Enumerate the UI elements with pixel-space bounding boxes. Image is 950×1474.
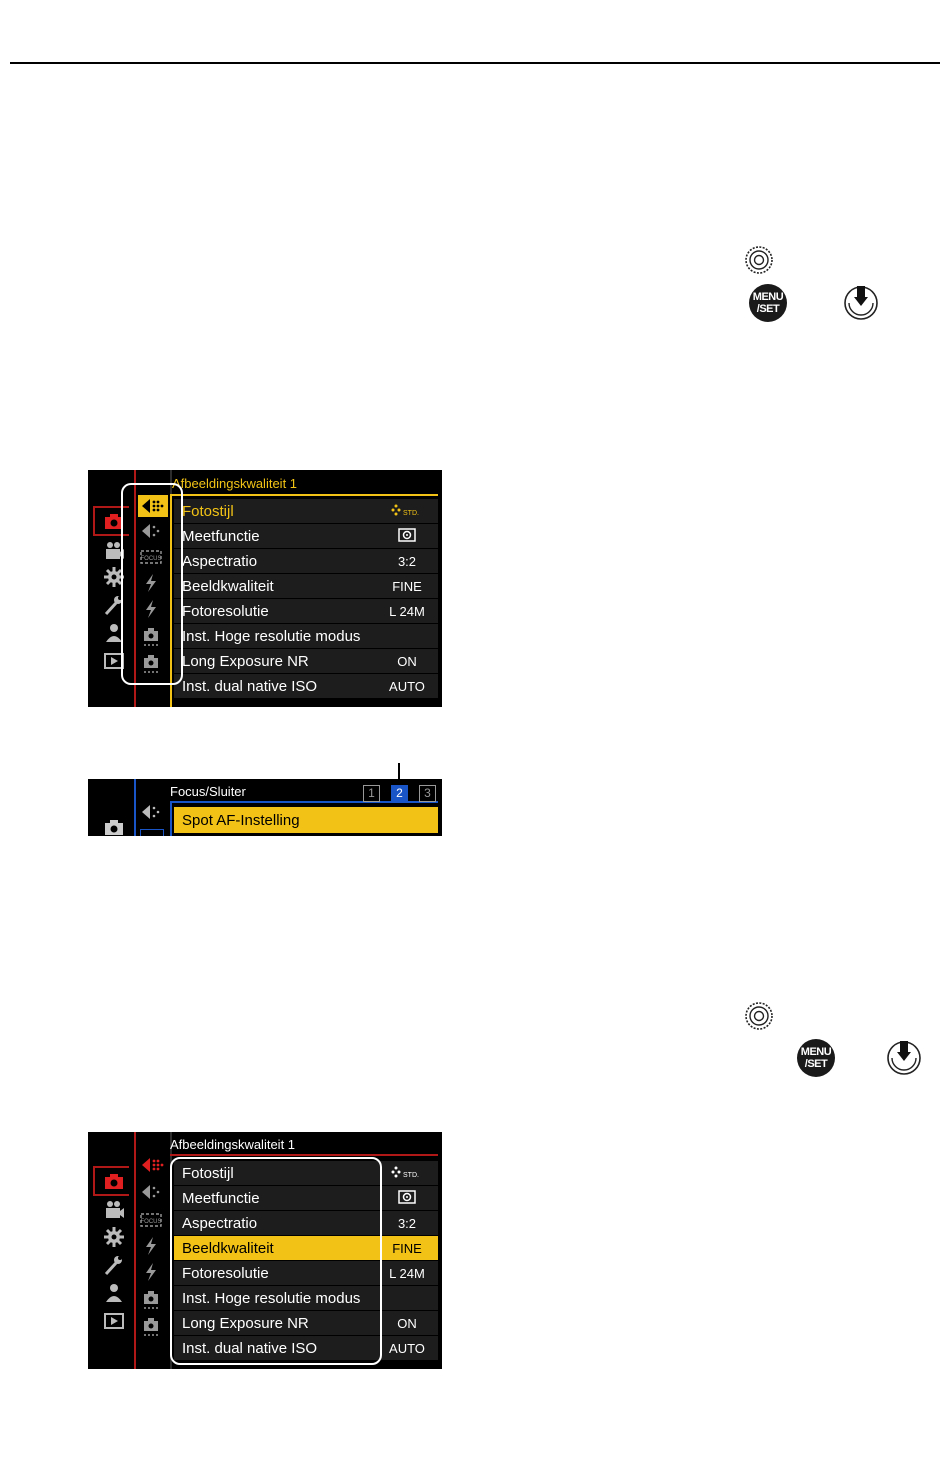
menu-item-dual-native-iso[interactable]: Inst. dual native ISO AUTO: [174, 1336, 438, 1360]
active-edge: [170, 801, 172, 836]
menu-item-fotoresolutie[interactable]: Fotoresolutie L 24M: [174, 599, 438, 623]
page-tab-2[interactable]: 2: [391, 785, 408, 802]
menu-header: Focus/Sluiter: [170, 784, 246, 799]
video-tab-icon[interactable]: [102, 1199, 126, 1221]
menu-item-beeldkwaliteit[interactable]: Beeldkwaliteit FINE: [174, 1236, 438, 1260]
menu-item-aspectratio[interactable]: Aspectratio 3:2: [174, 549, 438, 573]
playback-tab-icon[interactable]: [102, 1310, 126, 1332]
menu-item-dual-native-iso[interactable]: Inst. dual native ISO AUTO: [174, 674, 438, 698]
focus-subtab-icon[interactable]: [136, 1209, 166, 1231]
cursor-down-button-icon: [885, 1038, 923, 1076]
camera-tab-icon[interactable]: [102, 1170, 126, 1192]
menu-item-hoge-resolutie[interactable]: Inst. Hoge resolutie modus: [174, 1286, 438, 1310]
photo-style-std-icon: [376, 1165, 438, 1182]
custom-gear-icon[interactable]: [102, 1226, 126, 1248]
menu-header: Afbeeldingskwaliteit 1: [170, 1137, 296, 1152]
camera-menu-screen-1: [88, 470, 442, 707]
camera-menu-screen-3: [88, 1132, 442, 1369]
header-underline: [170, 1154, 438, 1156]
menu-header: Afbeeldingskwaliteit 1: [172, 476, 298, 491]
subtab-callout-frame: [121, 483, 183, 685]
menu-item-fotostijl[interactable]: Fotostijl STD.: [174, 499, 438, 523]
menu-item-aspectratio[interactable]: Aspectratio 3:2: [174, 1211, 438, 1235]
setup-wrench-icon[interactable]: [102, 1254, 126, 1276]
menu-item-fotoresolutie[interactable]: Fotoresolutie L 24M: [174, 1261, 438, 1285]
flash-1-subtab-icon[interactable]: [136, 1235, 166, 1257]
menu-item-meetfunctie[interactable]: Meetfunctie: [174, 524, 438, 548]
other-photo-2-subtab-icon[interactable]: [136, 1315, 166, 1337]
cursor-down-button-icon: [842, 283, 880, 321]
header-underline: [170, 494, 438, 496]
rear-control-dial-icon: [744, 1001, 774, 1031]
menu-item-spot-af[interactable]: Spot AF-Instelling: [174, 807, 438, 833]
camera-tab-icon[interactable]: [102, 816, 126, 836]
flash-2-subtab-icon[interactable]: [136, 1261, 166, 1283]
menu-item-long-exposure-nr[interactable]: Long Exposure NR ON: [174, 649, 438, 673]
rear-control-dial-icon: [744, 245, 774, 275]
svg-text:FOCUS: FOCUS: [140, 556, 162, 562]
page-tab-1[interactable]: 1: [363, 785, 380, 802]
image-quality-subtab-icon[interactable]: [136, 801, 166, 823]
image-quality-2-subtab-icon[interactable]: [136, 1181, 166, 1203]
my-menu-person-icon[interactable]: [102, 1282, 126, 1304]
page-tab-3[interactable]: 3: [419, 785, 436, 802]
svg-text:FOCUS: FOCUS: [140, 1219, 162, 1225]
other-photo-1-subtab-icon[interactable]: [136, 1288, 166, 1310]
metering-icon: [376, 1189, 438, 1208]
menu-item-fotostijl[interactable]: Fotostijl STD.: [174, 1161, 438, 1185]
metering-icon: [376, 527, 438, 546]
menu-item-beeldkwaliteit[interactable]: Beeldkwaliteit FINE: [174, 574, 438, 598]
menu-set-button-icon: MENU /SET: [797, 1039, 835, 1077]
menu-item-meetfunctie[interactable]: Meetfunctie: [174, 1186, 438, 1210]
focus-subtab-frame: [140, 829, 164, 836]
menu-item-hoge-resolutie[interactable]: Inst. Hoge resolutie modus: [174, 624, 438, 648]
photo-style-std-icon: [376, 503, 438, 520]
menu-item-long-exposure-nr[interactable]: Long Exposure NR ON: [174, 1311, 438, 1335]
svg-text:STD.: STD.: [403, 509, 419, 517]
top-rule: [10, 62, 940, 64]
menu-list-callout-frame: [170, 1157, 382, 1365]
image-quality-subtab-icon[interactable]: [136, 1154, 166, 1176]
svg-text:STD.: STD.: [403, 1171, 419, 1179]
menu-set-button-icon: MENU /SET: [749, 284, 787, 322]
camera-menu-screen-2: [88, 779, 442, 836]
